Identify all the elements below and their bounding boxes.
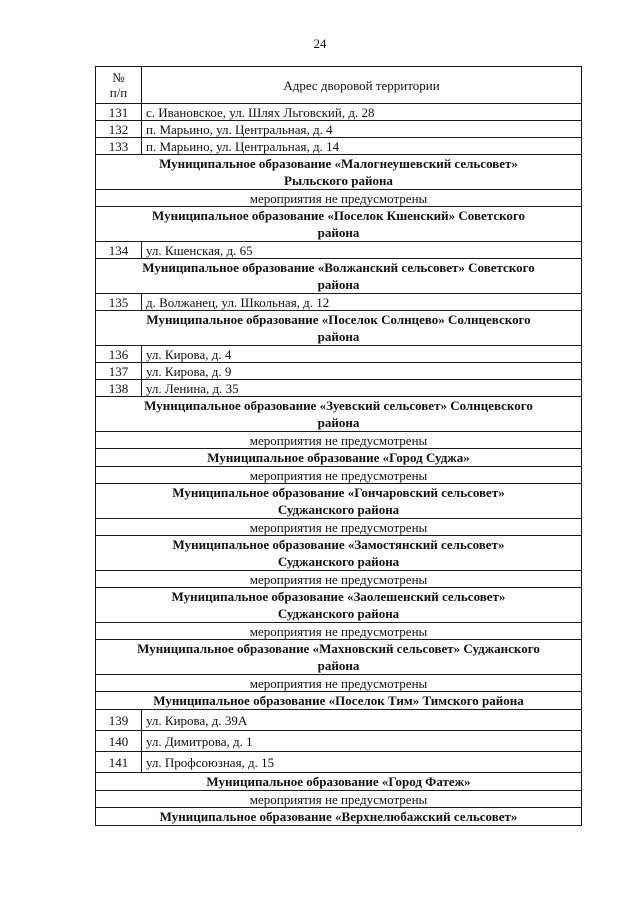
municipality-heading-row [96,207,582,242]
municipality-heading [96,808,582,826]
municipality-heading-row [96,808,582,826]
municipality-name: Муниципальное образование «Заолешенский сельсовет» [171,589,506,604]
row-address: ул. Димитрова, д. 1 [142,731,582,752]
municipality-district: Рыльского района [284,173,393,188]
table-header-row [96,67,582,104]
table-row [96,294,582,311]
row-address: п. Марьино, ул. Центральная, д. 4 [142,121,582,138]
table-row [96,121,582,138]
municipality-heading [96,259,582,294]
no-activities-row [96,190,582,207]
municipality-name: Муниципальное образование «Поселок Солнцево» Солнцевского [146,312,531,327]
header-address: Адрес дворовой территории [142,67,582,104]
municipality-heading-row [96,397,582,432]
no-activities-note: мероприятия не предусмотрены [96,623,582,640]
municipality-heading-row [96,536,582,571]
table-row [96,346,582,363]
row-number: 141 [96,752,142,773]
municipality-name: Муниципальное образование «Город Суджа» [207,450,470,465]
municipality-name: Муниципальное образование «Поселок Тим» Тимского района [153,693,524,708]
table-row [96,710,582,731]
municipality-name: Муниципальное образование «Город Фатеж» [206,774,471,789]
municipality-heading [96,536,582,571]
row-number: 139 [96,710,142,731]
no-activities-row [96,432,582,449]
row-number: 140 [96,731,142,752]
row-address: ул. Кирова, д. 9 [142,363,582,380]
municipality-district: района [317,329,360,344]
municipality-heading [96,311,582,346]
row-address: ул. Ленина, д. 35 [142,380,582,397]
municipality-name: Муниципальное образование «Верхнелюбажский сельсовет» [159,809,518,824]
table-row [96,242,582,259]
table-row [96,731,582,752]
row-address: ул. Кирова, д. 4 [142,346,582,363]
row-number: 131 [96,104,142,121]
municipality-heading [96,397,582,432]
row-address: с. Ивановское, ул. Шлях Льговский, д. 28 [142,104,582,121]
municipality-heading [96,449,582,467]
municipality-name: Муниципальное образование «Махновский сельсовет» Суджанского [137,641,540,656]
no-activities-note: мероприятия не предусмотрены [96,432,582,449]
no-activities-row [96,519,582,536]
municipality-district: Суджанского района [277,554,400,569]
municipality-heading-row [96,692,582,710]
municipality-heading-row [96,155,582,190]
municipality-heading-row [96,588,582,623]
no-activities-row [96,623,582,640]
no-activities-note: мероприятия не предусмотрены [96,675,582,692]
header-number-symbol: № [112,70,125,85]
table-row [96,752,582,773]
municipality-heading-row [96,484,582,519]
municipality-heading [96,640,582,675]
row-number: 135 [96,294,142,311]
no-activities-note: мероприятия не предусмотрены [96,467,582,484]
row-address: п. Марьино, ул. Центральная, д. 14 [142,138,582,155]
table-row [96,363,582,380]
municipality-name: Муниципальное образование «Гончаровский сельсовет» [172,485,505,500]
no-activities-note: мероприятия не предусмотрены [96,190,582,207]
municipality-district: Суджанского района [277,606,400,621]
row-address: ул. Кирова, д. 39А [142,710,582,731]
municipality-heading-row [96,311,582,346]
municipality-name: Муниципальное образование «Замостянский сельсовет» [172,537,505,552]
municipality-district: района [317,225,360,240]
header-number-abbr: п/п [109,85,128,100]
table-row [96,380,582,397]
table-row [96,104,582,121]
address-table [95,66,582,826]
municipality-district: района [317,277,360,292]
municipality-district: района [317,415,360,430]
municipality-district: района [317,658,360,673]
table-row [96,138,582,155]
row-number: 133 [96,138,142,155]
municipality-heading [96,155,582,190]
no-activities-row [96,791,582,808]
row-number: 137 [96,363,142,380]
row-number: 136 [96,346,142,363]
row-number: 132 [96,121,142,138]
municipality-heading-row [96,773,582,791]
row-number: 138 [96,380,142,397]
municipality-name: Муниципальное образование «Волжанский сельсовет» Советского [142,260,535,275]
municipality-heading-row [96,259,582,294]
municipality-heading [96,484,582,519]
row-address: ул. Кшенская, д. 65 [142,242,582,259]
row-address: ул. Профсоюзная, д. 15 [142,752,582,773]
municipality-heading-row [96,449,582,467]
row-number: 134 [96,242,142,259]
municipality-name: Муниципальное образование «Малогнеушевский сельсовет» [159,156,518,171]
no-activities-row [96,467,582,484]
municipality-heading [96,773,582,791]
page-number: 24 [313,36,327,51]
municipality-name: Муниципальное образование «Поселок Кшенский» Советского [152,208,525,223]
municipality-heading [96,588,582,623]
no-activities-note: мероприятия не предусмотрены [96,791,582,808]
municipality-district: Суджанского района [277,502,400,517]
header-number [96,67,142,104]
municipality-name: Муниципальное образование «Зуевский сельсовет» Солнцевского [144,398,533,413]
municipality-heading [96,692,582,710]
municipality-heading [96,207,582,242]
row-address: д. Волжанец, ул. Школьная, д. 12 [142,294,582,311]
municipality-heading-row [96,640,582,675]
no-activities-row [96,675,582,692]
no-activities-note: мероприятия не предусмотрены [96,571,582,588]
no-activities-note: мероприятия не предусмотрены [96,519,582,536]
table-body [96,104,582,826]
no-activities-row [96,571,582,588]
